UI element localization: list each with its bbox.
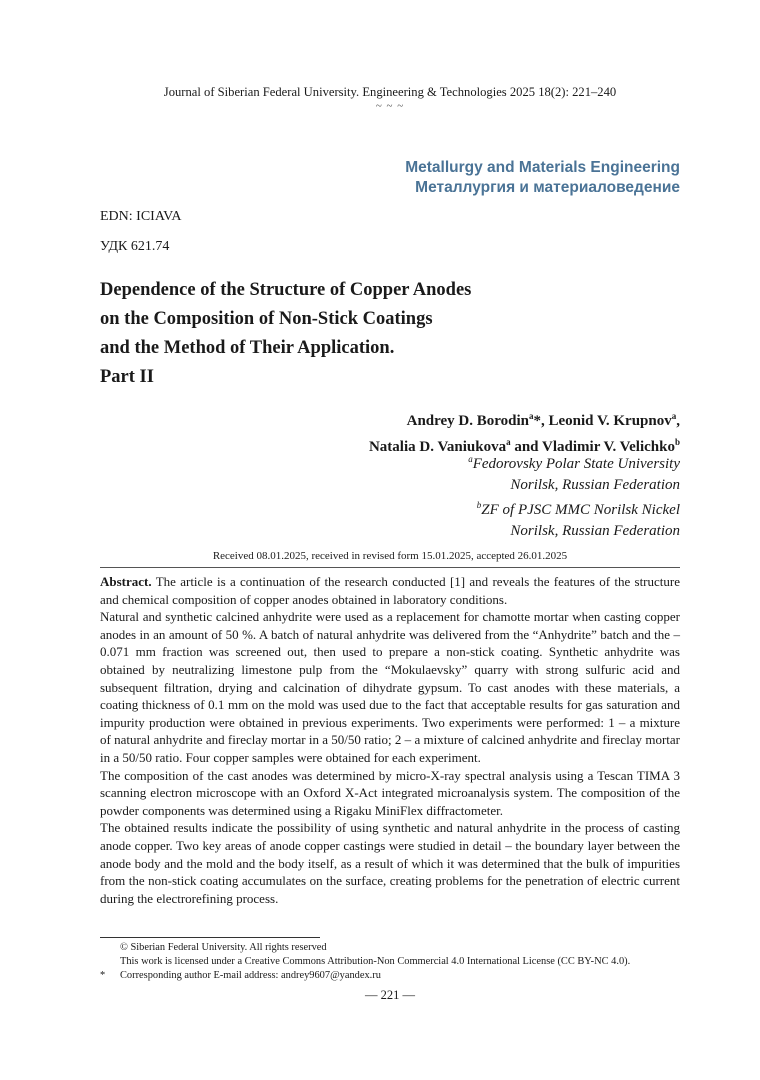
abstract — [100, 573, 680, 907]
affiliation-line — [468, 449, 680, 475]
affiliation-mark: a — [468, 454, 473, 464]
title-line: on the Composition of Non-Stick Coatings — [100, 309, 433, 329]
article-title — [100, 276, 471, 392]
section-title-ru: Металлургия и материаловедение — [415, 179, 680, 196]
edn-code: EDN: ICIAVA — [100, 209, 182, 224]
affiliation-mark: b — [476, 500, 482, 510]
affiliation-line — [468, 495, 680, 521]
section-heading — [405, 158, 680, 198]
author-separator: and — [510, 439, 543, 455]
affiliations — [468, 449, 680, 541]
title-line: Part II — [100, 367, 154, 387]
author-affiliation-mark: a — [506, 437, 511, 447]
affiliation-name: Fedorovsky Polar State University — [472, 456, 680, 472]
title-line: Dependence of the Structure of Copper Anodes — [100, 280, 472, 300]
abstract-text: The article is a continuation of the research conducted [1] and reveals the features of the structure and chemical composition of copper anodes obtained in laboratory conditions. — [100, 574, 680, 607]
corresponding-author: Corresponding author E-mail address: andrey9607@yandex.ru — [120, 970, 381, 981]
author-separator: *, — [533, 413, 549, 429]
author-separator: , — [676, 413, 680, 429]
header-separator: ~ ~ ~ — [375, 100, 405, 112]
footnote-copyright: © Siberian Federal University. All rights reserved — [120, 942, 327, 953]
journal-header: Journal of Siberian Federal University. Engineering & Technologies 2025 18(2): 221–240 — [163, 85, 617, 99]
received-dates: Received 08.01.2025, received in revised form 15.01.2025, accepted 26.01.2025 — [212, 550, 568, 562]
footnote-divider — [100, 937, 320, 938]
section-title-en: Metallurgy and Materials Engineering — [405, 159, 680, 176]
abstract-paragraph: The composition of the cast anodes was determined by micro-X-ray spectral analysis using a Tescan TIMA 3 scanning electron microscope with an Oxford X-Act integrated microanalysis system. The composition of the powder components was determined using a Rigaku MiniFlex diffractometer. — [100, 767, 680, 818]
author-name: Andrey D. Borodin — [406, 413, 529, 429]
page-number: — 221 — — [365, 988, 415, 1002]
udk-code: УДК 621.74 — [100, 239, 170, 254]
footnote-corresponding — [100, 969, 690, 983]
abstract-label: Abstract. — [100, 574, 152, 589]
footnotes — [100, 941, 690, 983]
abstract-paragraph: The obtained results indicate the possibility of using synthetic and natural anhydrite in the process of casting anode copper. Two key areas of anode copper castings were studied in detail – the boundary layer between the anode body and the mold and the body itself, as a result of which it was determined that the bulk of impurities from the non-stick coating accumulates on the surface, creating problems for the penetration of electric current during the electrorefining process. — [100, 820, 680, 906]
title-line: and the Method of Their Application. — [100, 338, 395, 358]
affiliation-line: Norilsk, Russian Federation — [510, 476, 680, 493]
abstract-paragraph — [100, 573, 680, 608]
author-name: Vladimir V. Velichko — [542, 439, 675, 455]
author-name: Leonid V. Krupnov — [548, 413, 672, 429]
author-name: Natalia D. Vaniukova — [368, 439, 507, 455]
divider — [100, 567, 680, 568]
footnote-star: * — [100, 970, 106, 981]
author-affiliation-mark: a — [671, 411, 677, 421]
author-affiliation-mark: b — [674, 437, 680, 447]
affiliation-name: ZF of PJSC MMC Norilsk Nickel — [481, 502, 680, 518]
footnote-license: This work is licensed under a Creative Commons Attribution-Non Commercial 4.0 International License (CC BY-NC 4.0). — [120, 956, 631, 967]
author-line — [369, 406, 680, 432]
abstract-paragraph: Natural and synthetic calcined anhydrite were used as a replacement for chamotte mortar when casting copper anodes in an amount of 50 %. A batch of natural anhydrite was delivered from the “Anhydrite” batch and the –0.071 mm fraction was screened out, then used to prepare a non-stick coating. Synthetic anhydrite was obtained by neutralizing limestone pulp from the “Mokulaevsky” quarry with strong sulfuric acid and subsequent filtration, drying and calcination of dihydrate gypsum. To cast anodes with these materials, a coating thickness of 0.1 mm on the mold was used due to the fact that acceptable results for gas saturation and impurity production were obtained in previous experiments. Two experiments were performed: 1 – a mixture of natural anhydrite and fireclay mortar in a 50/50 ratio; 2 – a mixture of calcined anhydrite and fireclay mortar in a 50/50 ratio. Four copper samples were obtained for each experiment. — [100, 609, 680, 765]
affiliation-line: Norilsk, Russian Federation — [510, 522, 680, 539]
author-affiliation-mark: a — [529, 411, 534, 421]
